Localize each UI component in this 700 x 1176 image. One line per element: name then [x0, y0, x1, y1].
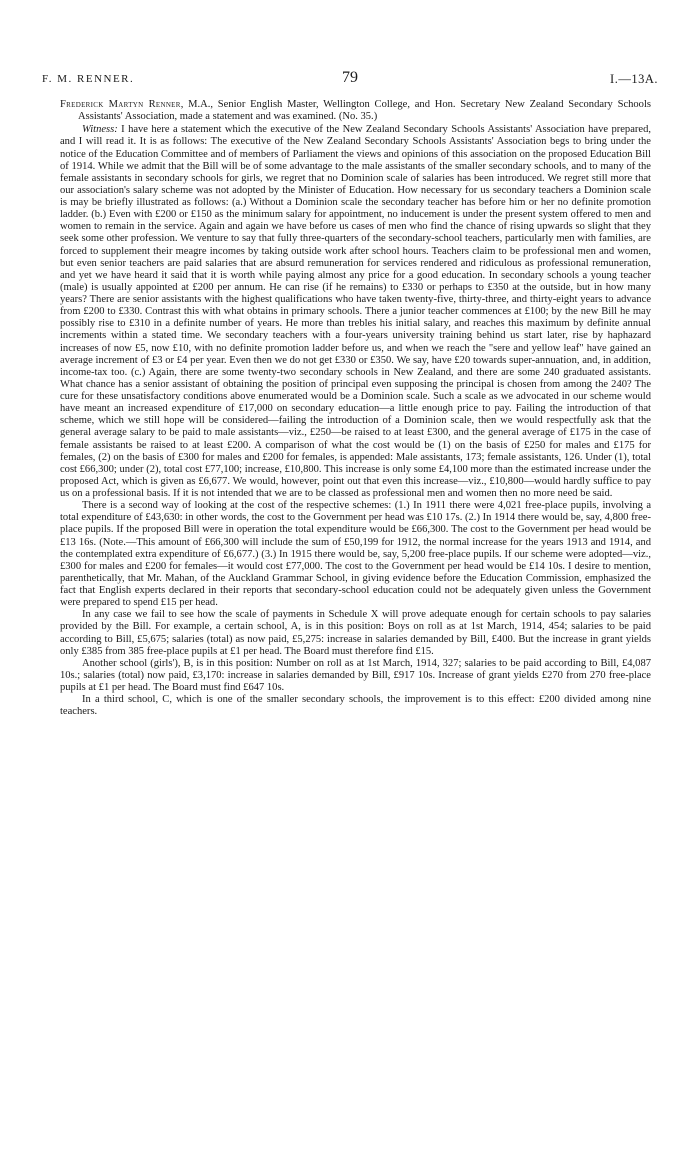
document-reference: I.—13A. — [610, 72, 658, 86]
page-number: 79 — [342, 69, 358, 86]
page-header — [42, 69, 658, 89]
witness-label: Witness: — [82, 124, 118, 136]
witness-introduction — [60, 99, 651, 123]
paragraph-1-text: I have here a statement which the executive of the New Zealand Secondary Schools Assistants' Association have prepared, and I will read it. It is as follows: The executive of the New Zealand Secondary Schools Assistants' Association begs to bring under the notice of the Education Committee and of members of Parliament the views and opinions of this association on the proposed Education Bill of 1914. While we admit that the Bill will be of some advantage to the male assistants of the smaller secondary schools, and to many of the female assistants in secondary schools for girls, we regret that no Dominion scale of salaries has been introduced. We regret still more that our association's salary scheme was not adopted by the Minister of Education. How necessary for us secondary teachers a Dominion scale is may be briefly illustrated as follows: (a.) Without a Dominion scale the secondary teacher has before him or her no definite promotion ladder. (b.) Even with £200 or £150 as the minimum salary for appointment, no inducement is under the present system offered to men and women to remain in the service. Again and again we have before us cases of men who find the chance of rising upwards so slight that they seek some other profession. We venture to say that fully three-quarters of the secondary-school teachers, particularly men with families, are forced to supplement their meagre incomes by taking outside work after school hours. Teachers claim to be professional men and women, but even senior teachers are paid salaries that are absurd remuneration for services rendered and ridiculous as professional remuneration, and yet we have heard it said that it is worth while paying almost any price for a good education. In secondary schools a young teacher (male) is usually appointed at £200 per annum. He can rise (if he remains) to £330 or perhaps to £350 at the outside, but in how many years? There are senior assistants with the highest qualifications who have taken twenty-five, thirty-three, and thirty-eight years to advance from £200 to £330. Contrast this with what obtains in primary schools. There a junior teacher commences at £100; by the new Bill he may possibly rise to £310 in a definite number of years. He more than trebles his initial salary, and reaches this maximum by definite annual increments within a stated time. We secondary teachers with a four-years university training behind us start later, rise by haphazard increases of now £5, now £10, with no definite promotion ladder before us, and when we reach the "sere and yellow leaf" have gained an average increment of £3 or £4 per year. Even then we do not get £330 or £350. We say, have £20 towards super-annuation, and, in addition, income-tax too. (c.) Again, there are some twenty-two secondary schools in New Zealand, and there are some 240 graduated assistants. What chance has a senior assistant of obtaining the position of principal even supposing the principal is chosen from among the 240? The cure for these unsatisfactory conditions above enumerated would be a Dominion scale. Such a scale as we advocated in our scheme would have meant an increased expenditure of £17,000 on secondary education—a little enough price to pay. Failing the introduction of that scheme, which we still hope will be considered—failing the introduction of a Dominion scale, then we would respectfully ask that the general average salary to be paid to male assistants—viz., £250—be raised to at least £300, and the general average of £175 in the case of female assistants be raised to at least £200. A comparison of what the cost would be (1) on the basis of £250 for males and £175 for females, (2) on the basis of £300 for males and £200 for females, is appended: Male assistants, 173; female assistants, 126. Under (1), total cost £66,300; under (2), total cost £77,100; increase, £10,800. This increase is only some £4,100 more than the estimated increase under the proposed Act, which is given as £6,677. We would, however, point out that even this increase—viz., £10,800—would hardly suffice to pay us on a professional basis. If it is not intended that we are to be classed as professional men and women then no more need be said. — [60, 124, 651, 499]
paragraph-4: Another school (girls'), B, is in this position: Number on roll as at 1st March, 1914, 327; salaries to be paid according to Bill, £4,087 10s.; salaries (total) now paid, £3,170: increase in salaries demanded by Bill, £917 10s. Increase of grant yields £270 from 270 free-place pupils at £1 per head. The Board must find £647 10s. — [60, 657, 651, 693]
witness-introduction-text: , M.A., Senior English Master, Wellington College, and Hon. Secretary New Zealand Secondary Schools Assistants' Association, made a statement and was examined. (No. 35.) — [78, 99, 651, 123]
paragraph-5: In a third school, C, which is one of the smaller secondary schools, the improvement is to this effect: £200 divided among nine teachers. — [60, 694, 651, 718]
paragraph-1 — [60, 124, 651, 500]
witness-name: Frederick Martyn Renner — [60, 99, 181, 110]
paragraph-2: There is a second way of looking at the cost of the respective schemes: (1.) In 1911 there were 4,021 free-place pupils, involving a total expenditure of £43,630: in other words, the cost to the Government per head was £10 17s. (2.) In 1914 there would be, say, 4,800 free-place pupils. If the proposed Bill were in operation the total expenditure would be £66,300. The cost to the Government per head would be £13 16s. (Note.—This amount of £66,300 will include the sum of £50,199 for 1912, the normal increase for the years 1913 and 1914, and the contemplated extra expenditure of £6,677.) (3.) In 1915 there would be, say, 5,200 free-place pupils. If our scheme were adopted—viz., £300 for males and £200 for females—it would cost £77,000. The cost to the Government per head would be £14 10s. I desire to mention, parenthetically, that Mr. Mahan, of the Auckland Grammar School, in giving evidence before the Education Commission, emphasized the fact that English experts declared in their reports that secondary-school education could not be adequately given unless the Government were prepared to spend £15 per head. — [60, 500, 651, 609]
paragraph-3: In any case we fail to see how the scale of payments in Schedule X will prove adequate enough for certain schools to pay salaries provided by the Bill. For example, a certain school, A, is in this position: Boys on roll as at 1st March, 1914, 454; salaries to be paid according to Bill, £5,675; salaries (total) as now paid, £5,275: increase in salaries demanded by Bill, £400. But the increase in grant yields only £385 from 385 free-place pupils at £1 per head. The Board must therefore find £15. — [60, 609, 651, 657]
page-body — [60, 99, 651, 718]
running-head-name: F. M. RENNER. — [42, 73, 135, 85]
